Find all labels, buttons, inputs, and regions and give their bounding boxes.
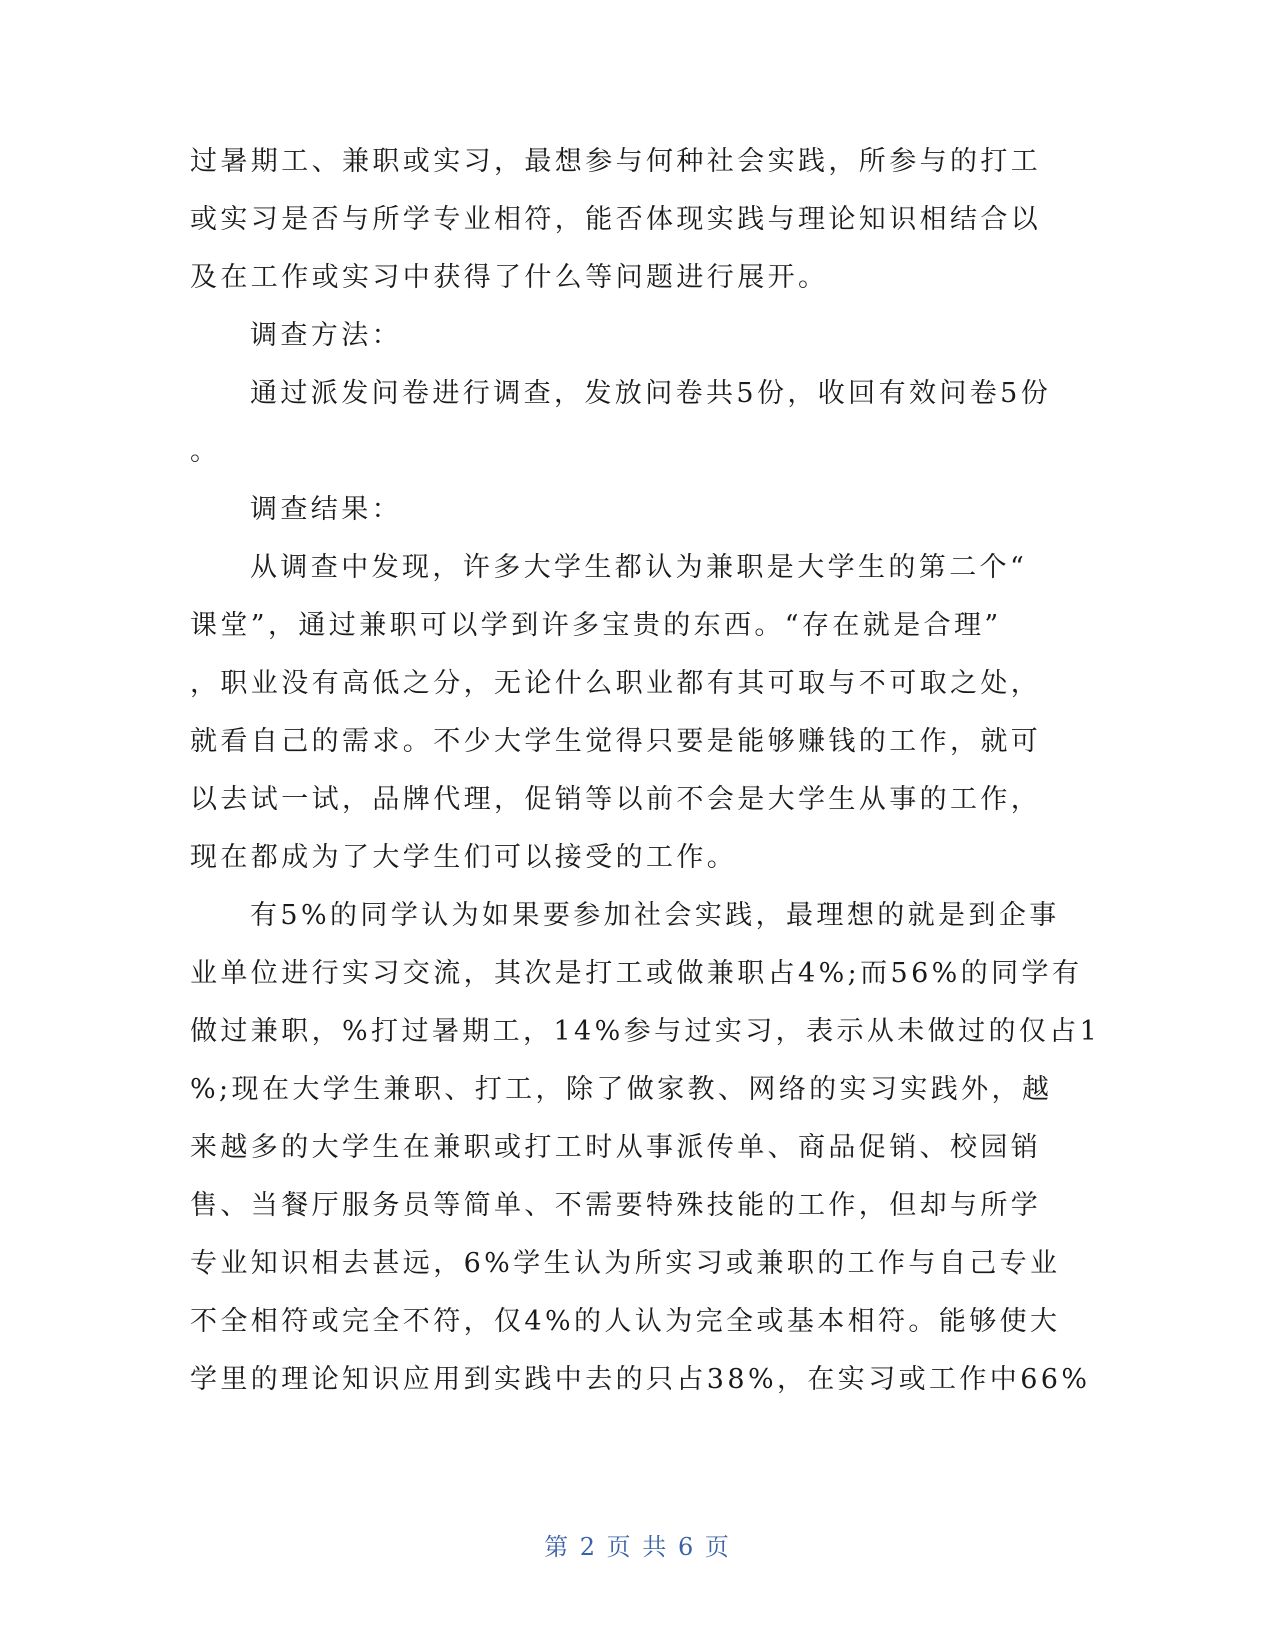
- text-line: 有5%的同学认为如果要参加社会实践，最理想的就是到企事: [250, 900, 1060, 931]
- text-line: 以去试一试，品牌代理，促销等以前不会是大学生从事的工作，: [190, 784, 1042, 815]
- page-number-footer: 第 2 页 共 6 页: [544, 1533, 731, 1561]
- text-line: 现在都成为了大学生们可以接受的工作。: [190, 842, 738, 873]
- text-line: 售、当餐厅服务员等简单、不需要特殊技能的工作，但却与所学: [190, 1190, 1042, 1221]
- section-heading-method: 调查方法：: [250, 320, 402, 351]
- text-line: 业单位进行实习交流，其次是打工或做兼职占4%;而56%的同学有: [190, 958, 1083, 989]
- text-line: 课堂”，通过兼职可以学到许多宝贵的东西。“存在就是合理”: [190, 610, 1002, 641]
- text-line: 做过兼职，%打过暑期工，14%参与过实习，表示从未做过的仅占1: [190, 1016, 1101, 1047]
- text-line: 就看自己的需求。不少大学生觉得只要是能够赚钱的工作，就可: [190, 726, 1042, 757]
- text-line: 通过派发问卷进行调查，发放问卷共5份，收回有效问卷5份: [250, 378, 1052, 409]
- text-line: 从调查中发现，许多大学生都认为兼职是大学生的第二个“: [250, 552, 1028, 583]
- text-line: %;现在大学生兼职、打工，除了做家教、网络的实习实践外，越: [190, 1074, 1053, 1105]
- text-line: 来越多的大学生在兼职或打工时从事派传单、商品促销、校园销: [190, 1132, 1042, 1163]
- text-line: 过暑期工、兼职或实习，最想参与何种社会实践，所参与的打工: [190, 146, 1042, 177]
- section-heading-results: 调查结果：: [250, 494, 402, 525]
- text-line: 及在工作或实习中获得了什么等问题进行展开。: [190, 262, 829, 293]
- text-line: 不全相符或完全不符，仅4%的人认为完全或基本相符。能够使大: [190, 1306, 1061, 1337]
- text-line: 专业知识相去甚远，6%学生认为所实习或兼职的工作与自己专业: [190, 1248, 1061, 1279]
- text-line: 。: [190, 436, 221, 467]
- text-line: 学里的理论知识应用到实践中去的只占38%，在实习或工作中66%: [190, 1364, 1091, 1395]
- text-line: ，职业没有高低之分，无论什么职业都有其可取与不可取之处，: [190, 668, 1042, 699]
- text-line: 或实习是否与所学专业相符，能否体现实践与理论知识相结合以: [190, 204, 1042, 235]
